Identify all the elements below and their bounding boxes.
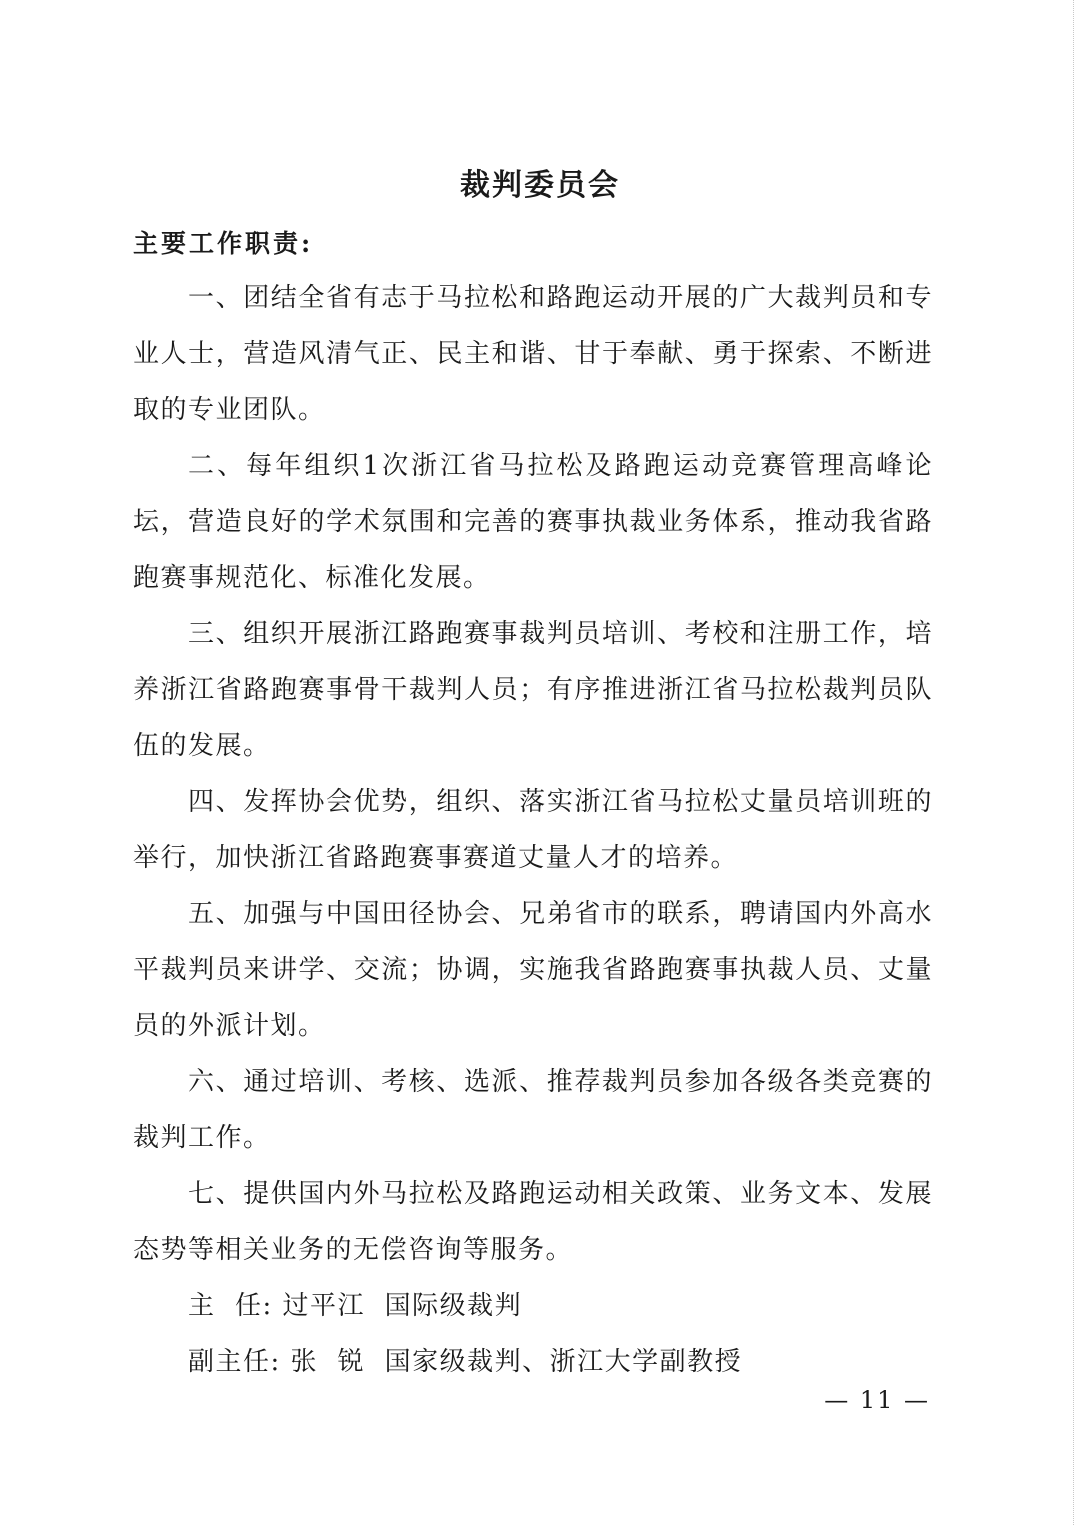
staff-director: 主 任: 过平江 国际级裁判 — [188, 1291, 523, 1321]
duty-paragraph-4: 四、发挥协会优势，组织、落实浙江省马拉松丈量员培训班的举行，加快浙江省路跑赛事赛道丈量人才的培养。 — [133, 787, 933, 873]
body-text — [133, 270, 933, 1390]
duty-paragraph-2: 二、每年组织1次浙江省马拉松及路跑运动竞赛管理高峰论坛，营造良好的学术氛围和完善的赛事执裁业务体系，推动我省路跑赛事规范化、标准化发展。 — [133, 451, 933, 593]
duty-paragraph-1: 一、团结全省有志于马拉松和路跑运动开展的广大裁判员和专业人士，营造风清气正、民主和谐、甘于奉献、勇于探索、不断进取的专业团队。 — [133, 283, 933, 425]
duty-paragraph-3: 三、组织开展浙江路跑赛事裁判员培训、考校和注册工作，培养浙江省路跑赛事骨干裁判人员；有序推进浙江省马拉松裁判员队伍的发展。 — [133, 619, 933, 761]
section-heading: 主要工作职责: — [133, 229, 314, 258]
page-number: — 11 — — [824, 1386, 930, 1414]
staff-deputy-director: 副主任: 张 锐 国家级裁判、浙江大学副教授 — [188, 1347, 743, 1377]
duty-paragraph-6: 六、通过培训、考核、选派、推荐裁判员参加各级各类竞赛的裁判工作。 — [133, 1067, 933, 1153]
duty-paragraph-5: 五、加强与中国田径协会、兄弟省市的联系，聘请国内外高水平裁判员来讲学、交流；协调，实施我省路跑赛事执裁人员、丈量员的外派计划。 — [133, 899, 933, 1041]
page-title: 裁判委员会 — [460, 168, 620, 203]
scan-edge-mark — [1072, 0, 1074, 1525]
duty-paragraph-7: 七、提供国内外马拉松及路跑运动相关政策、业务文本、发展态势等相关业务的无偿咨询等服务。 — [133, 1179, 933, 1265]
